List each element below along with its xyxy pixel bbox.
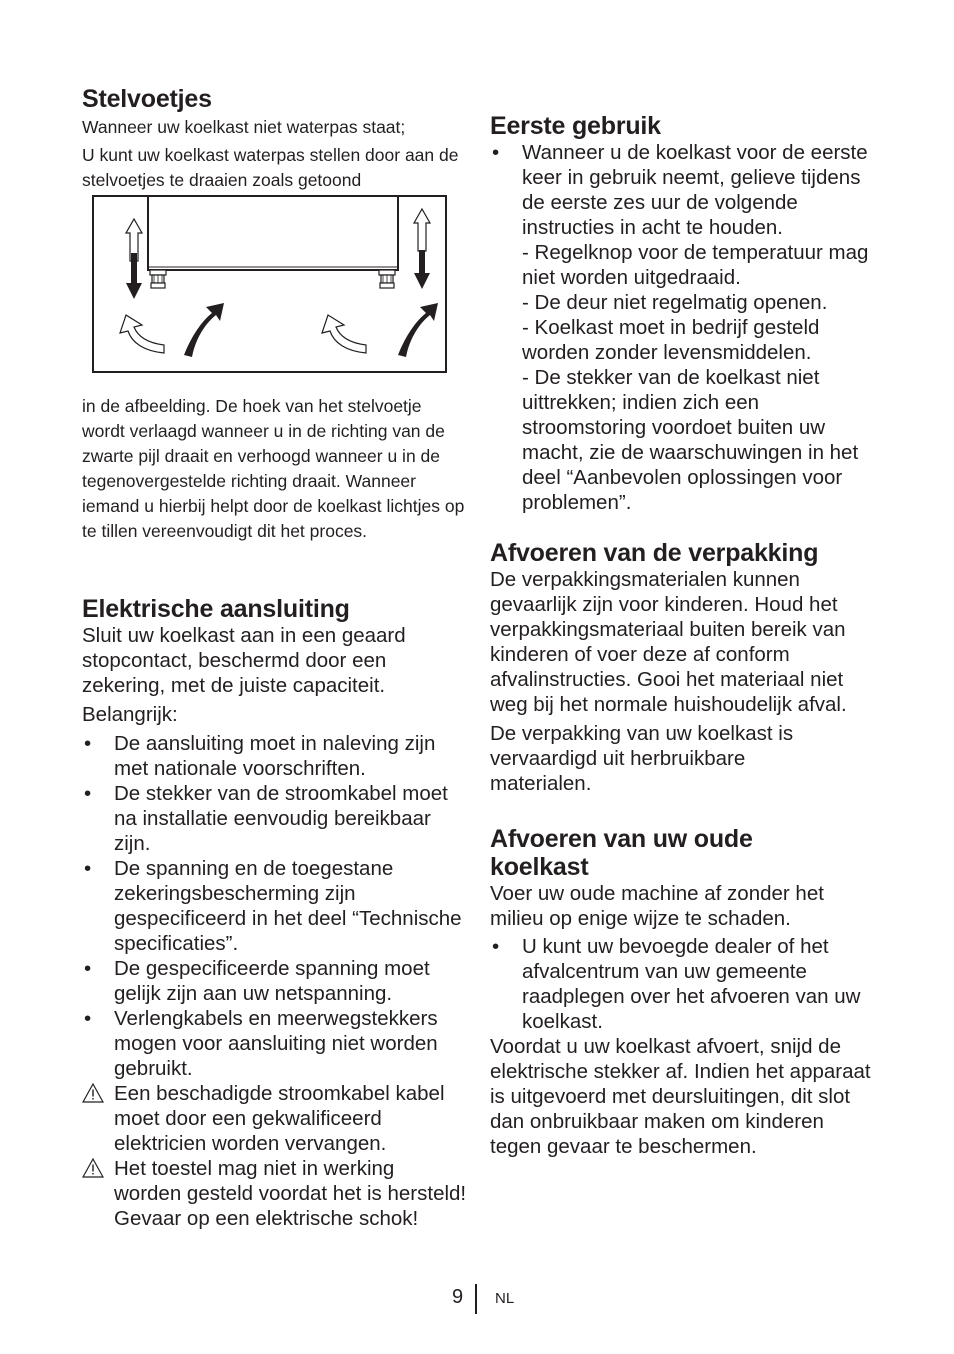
oude-koelkast-p2: Voordat u uw koelkast afvoert, snijd de elektrische stekker af. Indien het apparaat is uitgevoerd met deursluitingen, dit slot dan onbruikbaar maken om kinderen tegen gevaar te beschermen. bbox=[490, 1035, 871, 1158]
belangrijk-label: Belangrijk: bbox=[82, 703, 178, 726]
language-code: NL bbox=[495, 1290, 515, 1307]
bullet-dot: • bbox=[84, 732, 92, 755]
oude-koelkast-body bbox=[490, 881, 880, 1159]
list-item: • U kunt uw bevoegde dealer of het afvalcentrum van uw gemeente raadplegen over het afvoeren van uw koelkast. bbox=[492, 935, 861, 1033]
list-item: • De spanning en de toegestane zekeringsbescherming zijn gespecificeerd in het deel “Technische specificaties”. bbox=[84, 857, 462, 955]
leveling-feet-illustration bbox=[92, 195, 447, 373]
verpakking-heading: Afvoeren van de verpakking bbox=[490, 539, 819, 567]
page-number: 9 bbox=[452, 1286, 464, 1308]
list-item: • De gespecificeerde spanning moet gelijk zijn aan uw netspanning. bbox=[84, 957, 430, 1005]
eerste-gebruik-list bbox=[490, 140, 880, 515]
oude-koelkast-bullet-list bbox=[490, 934, 880, 1034]
elektrisch-body bbox=[82, 623, 467, 1231]
right-foot-icon bbox=[379, 270, 395, 288]
footer-divider bbox=[475, 1284, 477, 1314]
eerste-gebruik-heading: Eerste gebruik bbox=[490, 112, 661, 140]
elektrisch-bullet-list bbox=[82, 731, 467, 1081]
list-item: • Wanneer u de koelkast voor de eerste keer in gebruik neemt, gelieve tijdens de eerste zes uur de volgende instructies in acht te houden. - Regelknop voor de temperatuur mag niet worden uitgedraaid. - De deur niet regelmatig openen. - Koelkast moet in bedrijf gesteld worden zonder levensmiddelen. - De stekker van de koelkast niet uittrekken; indien zich een stroomstoring voordoet buiten uw macht, zie de waarschuwingen in het deel “Aanbevolen oplossingen voor problemen”. bbox=[492, 141, 869, 514]
bullet-dot: • bbox=[492, 141, 500, 164]
elektrisch-intro: Sluit uw koelkast aan in een geaard stopcontact, beschermd door een zekering, met de juiste capaciteit. bbox=[82, 624, 406, 697]
bullet-dot: • bbox=[84, 782, 92, 805]
warning-triangle-icon bbox=[82, 1083, 104, 1103]
oude-koelkast-intro: Voer uw oude machine af zonder het milieu op enige wijze te schaden. bbox=[490, 882, 824, 930]
bullet-dot: • bbox=[84, 1007, 92, 1030]
stelvoetjes-description: in de afbeelding. De hoek van het stelvoetje wordt verlaagd wanneer u in de richting van de zwarte pijl draait en verhoogd wanneer u in de tegenovergestelde richting draait. Wanneer iemand u hierbij helpt door de koelkast lichtjes op te tillen vereenvoudigt dit het proces. bbox=[82, 396, 465, 541]
elektrisch-heading: Elektrische aansluiting bbox=[82, 595, 350, 623]
oude-koelkast-heading: Afvoeren van uw oude koelkast bbox=[490, 825, 753, 881]
left-foot-icon bbox=[150, 270, 166, 288]
list-item: • De aansluiting moet in naleving zijn met nationale voorschriften. bbox=[84, 732, 436, 780]
stelvoetjes-intro-2: U kunt uw koelkast waterpas stellen door aan de stelvoetjes te draaien zoals getoond bbox=[82, 145, 459, 190]
bullet-dot: • bbox=[84, 857, 92, 880]
stelvoetjes-intro-1: Wanneer uw koelkast niet waterpas staat; bbox=[82, 117, 406, 137]
warning-electric-shock: Het toestel mag niet in werking worden gesteld voordat het is hersteld! Gevaar op een elektrische schok! bbox=[82, 1156, 467, 1231]
warning-damaged-cable: Een beschadigde stroomkabel kabel moet door een gekwalificeerd elektricien worden vervangen. bbox=[82, 1081, 467, 1156]
list-item: • Verlengkabels en meerwegstekkers mogen voor aansluiting niet worden gebruikt. bbox=[84, 1007, 438, 1080]
verpakking-p2: De verpakking van uw koelkast is vervaardigd uit herbruikbare materialen. bbox=[490, 722, 794, 795]
list-item: • De stekker van de stroomkabel moet na installatie eenvoudig bereikbaar zijn. bbox=[84, 782, 448, 855]
bullet-dot: • bbox=[84, 957, 92, 980]
warning-triangle-icon bbox=[82, 1158, 104, 1178]
stelvoetjes-heading: Stelvoetjes bbox=[82, 85, 212, 113]
bullet-dot: • bbox=[492, 935, 500, 958]
verpakking-p1: De verpakkingsmaterialen kunnen gevaarlijk zijn voor kinderen. Houd het verpakkingsmateriaal buiten bereik van kinderen of voer deze af conform afvalinstructies. Gooi het materiaal niet weg bij het normale huishoudelijk afval. bbox=[490, 568, 847, 716]
